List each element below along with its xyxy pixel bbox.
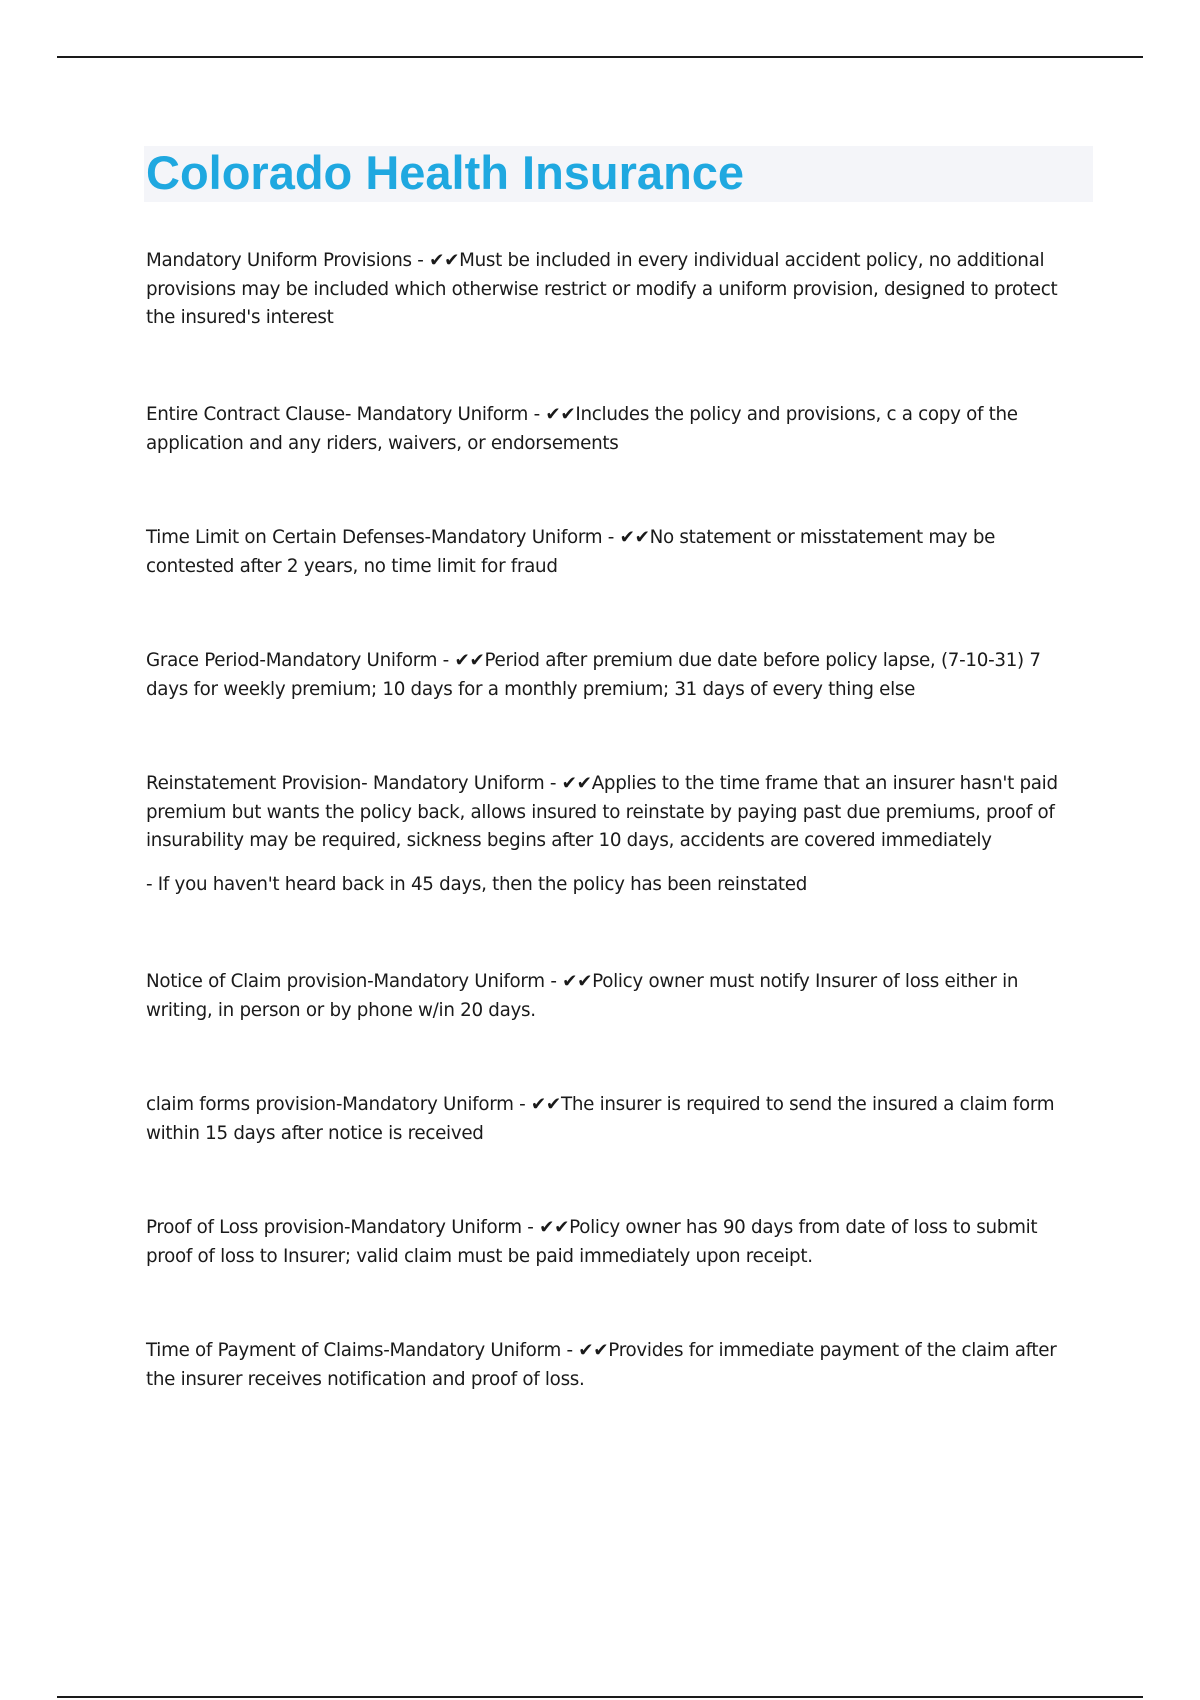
entry-text: Mandatory Uniform Provisions - ✔✔Must be included in every individual accident policy, no additional provisions may be included which otherwise restrict or modify a uniform provision, designed to protect the insured's interest <box>146 250 1058 328</box>
entry-text: Reinstatement Provision- Mandatory Uniform - ✔✔Applies to the time frame that an insurer hasn't paid premium but wants the policy back, allows insured to reinstate by paying past due premiums, proof of insurability may be required, sickness begins after 10 days, accidents are covered immediately <box>146 773 1058 851</box>
entry-text: Entire Contract Clause- Mandatory Uniform - ✔✔Includes the policy and provisions, c a copy of the application and any riders, waivers, or endorsements <box>146 404 1018 454</box>
entry-mandatory-uniform-provisions <box>146 247 1086 333</box>
entry-time-limit-defenses <box>146 524 1086 581</box>
top-divider <box>57 56 1143 58</box>
document-title: Colorado Health Insurance <box>146 146 745 199</box>
entry-reinstatement-provision <box>146 770 1086 899</box>
entry-claim-forms <box>146 1091 1086 1148</box>
bottom-divider <box>57 1696 1143 1698</box>
entry-text: Time of Payment of Claims-Mandatory Uniform - ✔✔Provides for immediate payment of the claim after the insurer receives notification and proof of loss. <box>146 1340 1057 1390</box>
entry-text: Notice of Claim provision-Mandatory Uniform - ✔✔Policy owner must notify Insurer of loss either in writing, in person or by phone w/in 20 days. <box>146 971 1019 1021</box>
entry-text: Proof of Loss provision-Mandatory Uniform - ✔✔Policy owner has 90 days from date of loss to submit proof of loss to Insurer; valid claim must be paid immediately upon receipt. <box>146 1217 1038 1267</box>
entry-notice-of-claim <box>146 968 1086 1025</box>
entry-note: - If you haven't heard back in 45 days, then the policy has been reinstated <box>146 873 808 895</box>
entry-grace-period <box>146 647 1086 704</box>
entry-time-of-payment <box>146 1337 1086 1394</box>
entry-entire-contract-clause <box>146 401 1086 458</box>
entry-proof-of-loss <box>146 1214 1086 1271</box>
entry-text: Time Limit on Certain Defenses-Mandatory Uniform - ✔✔No statement or misstatement may be contested after 2 years, no time limit for fraud <box>146 527 996 577</box>
entry-text: Grace Period-Mandatory Uniform - ✔✔Period after premium due date before policy lapse, (7-10-31) 7 days for weekly premium; 10 days for a monthly premium; 31 days of every thing else <box>146 650 1041 700</box>
entry-text: claim forms provision-Mandatory Uniform - ✔✔The insurer is required to send the insured a claim form within 15 days after notice is received <box>146 1094 1055 1144</box>
